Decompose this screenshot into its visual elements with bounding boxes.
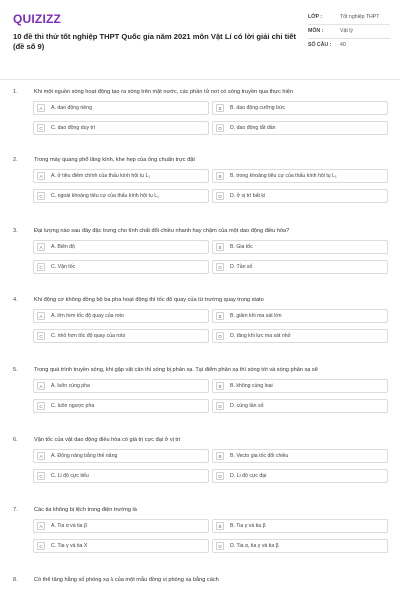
option-c[interactable]: [33, 329, 209, 343]
option-d[interactable]: [212, 399, 388, 413]
option-letter: C: [37, 472, 45, 480]
header: [0, 0, 400, 78]
option-b[interactable]: [212, 379, 388, 393]
option-letter: B: [216, 172, 224, 180]
option-d[interactable]: [212, 329, 388, 343]
question-text: Trong quá trình truyền sóng, khi gặp vật cản thì sóng bị phản xạ. Tại điểm phản xạ thì sóng tới và sóng phản xạ sẽ: [34, 367, 318, 373]
option-letter: A: [37, 522, 45, 530]
option-text: D. cùng tần số: [230, 403, 264, 409]
so-cau-value: 40: [340, 42, 346, 48]
option-c[interactable]: [33, 121, 209, 135]
option-text: C. ngoài khoảng tiêu cự của thấu kính hội tụ L₁: [51, 193, 159, 199]
option-c[interactable]: [33, 469, 209, 483]
option-c[interactable]: [33, 539, 209, 553]
question-number: 1.: [13, 89, 18, 95]
question-number: 8.: [13, 577, 18, 583]
option-text: A. dao động riêng: [51, 105, 92, 111]
option-text: D. tăng khi lực ma sát nhỏ: [230, 333, 291, 339]
meta-row-so-cau: [308, 39, 390, 52]
option-b[interactable]: [212, 101, 388, 115]
question-text: Vận tốc của vật dao động điều hòa có giá trị cực đại ở vị trí: [34, 437, 181, 443]
question-number: 4.: [13, 297, 18, 303]
option-text: C. nhỏ hơn tốc độ quay của roto: [51, 333, 126, 339]
meta-table: [308, 11, 390, 52]
option-letter: B: [216, 452, 224, 460]
header-divider: [0, 79, 400, 80]
option-text: C. dao động duy trì: [51, 125, 96, 131]
option-text: A. ở tiêu điểm chính của thấu kính hội tụ L₁: [51, 173, 151, 179]
option-text: C. Tia γ và tia X: [51, 543, 88, 549]
option-text: C. Li độ cực tiểu: [51, 473, 89, 479]
option-letter: A: [37, 172, 45, 180]
option-letter: A: [37, 312, 45, 320]
option-b[interactable]: [212, 169, 388, 183]
option-b[interactable]: [212, 240, 388, 254]
option-b[interactable]: [212, 309, 388, 323]
question-text: Khi một nguồn sóng hoạt động tạo ra sóng trên mặt nước, các phần tử nơi có sóng truyền qua thực hiện: [34, 89, 293, 95]
option-letter: D: [216, 332, 224, 340]
option-text: B. không cùng loại: [230, 383, 273, 389]
option-letter: D: [216, 542, 224, 550]
option-text: B. trong khoảng tiêu cự của thấu kính hội tụ L₁: [230, 173, 337, 179]
option-letter: C: [37, 542, 45, 550]
option-letter: B: [216, 312, 224, 320]
option-text: B. Vecto gia tốc đổi chiều: [230, 453, 289, 459]
option-letter: B: [216, 522, 224, 530]
option-letter: B: [216, 104, 224, 112]
question-text: Có thể tăng hằng số phóng xạ λ của một mẫu đồng vị phóng xạ bằng cách: [34, 577, 219, 583]
option-text: D. Tần số: [230, 264, 253, 270]
worksheet-title: 10 đề thi thử tốt nghiệp THPT Quốc gia năm 2021 môn Vật Lí có lời giải chi tiết (đề số 9): [13, 32, 297, 51]
option-text: B. dao động cưỡng bức: [230, 105, 286, 111]
quizizz-logo: QUIZIZZ: [13, 12, 62, 26]
question-text: Khi động cơ không đồng bộ ba pha hoạt động thì tốc độ quay của từ trường quay trong stato: [34, 297, 264, 303]
option-text: A. Động năng bằng thế năng: [51, 453, 118, 459]
option-letter: A: [37, 382, 45, 390]
option-letter: C: [37, 402, 45, 410]
option-a[interactable]: [33, 309, 209, 323]
question-text: Trong máy quang phổ lăng kính, khe hẹp của ống chuẩn trực đặt: [34, 157, 195, 163]
option-c[interactable]: [33, 399, 209, 413]
meta-row-mon: [308, 25, 390, 39]
option-text: B. Tia γ và tia β: [230, 523, 266, 529]
question-number: 6.: [13, 437, 18, 443]
option-text: A. luôn cùng pha: [51, 383, 90, 389]
option-a[interactable]: [33, 169, 209, 183]
option-letter: C: [37, 192, 45, 200]
option-b[interactable]: [212, 449, 388, 463]
option-text: B. giảm khi ma sát lớn: [230, 313, 282, 319]
option-letter: C: [37, 332, 45, 340]
option-d[interactable]: [212, 189, 388, 203]
option-text: A. Tia α và tia β: [51, 523, 87, 529]
question-number: 7.: [13, 507, 18, 513]
option-letter: D: [216, 263, 224, 271]
option-text: C. Vận tốc: [51, 264, 76, 270]
option-letter: D: [216, 124, 224, 132]
option-d[interactable]: [212, 539, 388, 553]
option-c[interactable]: [33, 189, 209, 203]
option-letter: A: [37, 243, 45, 251]
option-text: D. Tia α, tia γ và tia β: [230, 543, 279, 549]
meta-row-lop: [308, 11, 390, 25]
option-letter: B: [216, 382, 224, 390]
option-text: D. Li độ cực đại: [230, 473, 267, 479]
option-a[interactable]: [33, 449, 209, 463]
question-text: Đại lượng nào sau đây đặc trưng cho tính chất đổi chiều nhanh hay chậm của một dao động điều hòa?: [34, 228, 290, 234]
lop-value: Tốt nghiệp THPT: [340, 14, 380, 20]
option-a[interactable]: [33, 240, 209, 254]
option-c[interactable]: [33, 260, 209, 274]
option-letter: C: [37, 124, 45, 132]
question-number: 5.: [13, 367, 18, 373]
so-cau-label: SỐ CÂU :: [308, 42, 332, 48]
option-d[interactable]: [212, 260, 388, 274]
option-text: A. Biên độ: [51, 244, 75, 250]
option-text: D. dao động tắt dần: [230, 125, 276, 131]
option-a[interactable]: [33, 379, 209, 393]
option-letter: D: [216, 472, 224, 480]
question-text: Các tia không bị lệch trong điện trường là: [34, 507, 137, 513]
mon-label: MÔN :: [308, 28, 324, 34]
option-d[interactable]: [212, 469, 388, 483]
question-number: 2.: [13, 157, 18, 163]
option-text: C. luôn ngược pha: [51, 403, 95, 409]
option-letter: A: [37, 452, 45, 460]
option-letter: B: [216, 243, 224, 251]
option-letter: D: [216, 402, 224, 410]
option-b[interactable]: [212, 519, 388, 533]
mon-value: Vật lý: [340, 28, 353, 34]
question-number: 3.: [13, 228, 18, 234]
option-text: D. ở vị trí bất kì: [230, 193, 266, 199]
option-a[interactable]: [33, 101, 209, 115]
option-a[interactable]: [33, 519, 209, 533]
option-letter: C: [37, 263, 45, 271]
option-d[interactable]: [212, 121, 388, 135]
option-letter: A: [37, 104, 45, 112]
option-text: B. Gia tốc: [230, 244, 253, 250]
option-letter: D: [216, 192, 224, 200]
option-text: A. lớn hơn tốc độ quay của roto: [51, 313, 124, 319]
lop-label: LỚP :: [308, 14, 323, 20]
